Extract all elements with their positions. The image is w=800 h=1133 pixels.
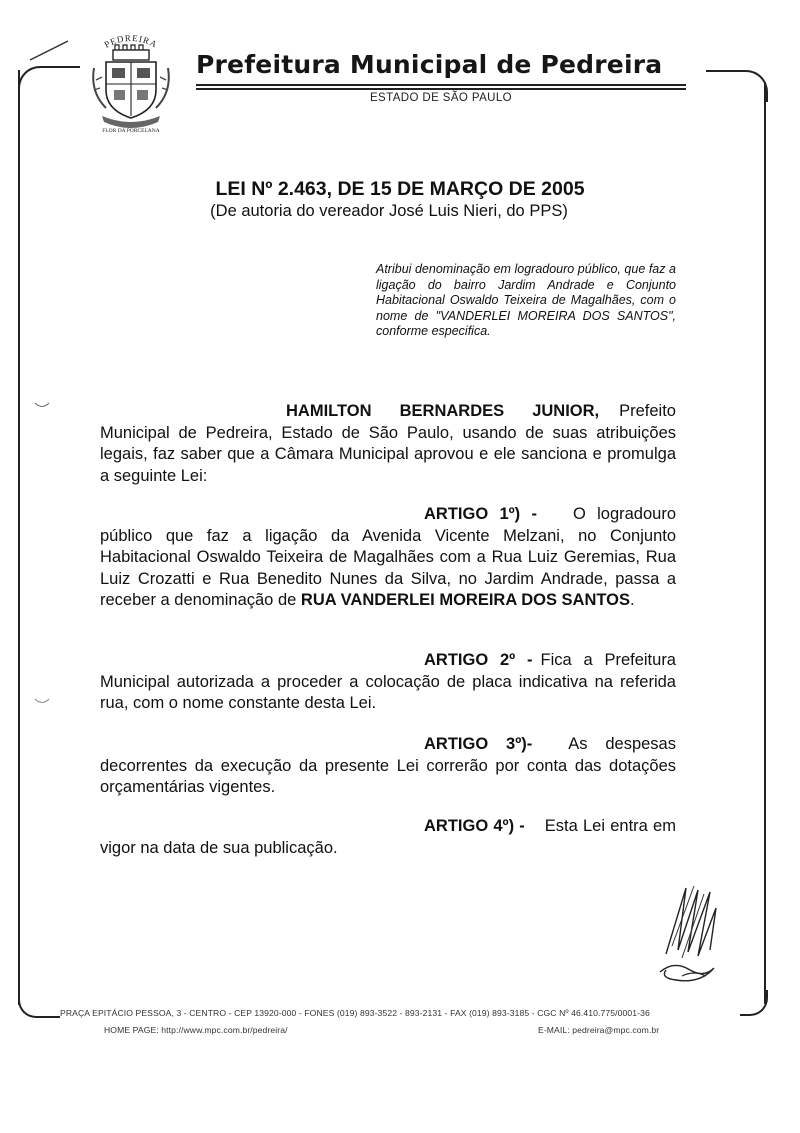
footer-email: E-MAIL: pedreira@mpc.com.br xyxy=(538,1025,660,1035)
svg-text:FLOR DA PORCELANA: FLOR DA PORCELANA xyxy=(102,128,160,134)
frame-corner-bottom-left xyxy=(18,990,60,1018)
intro-text: Prefeito Municipal de Pedreira, Estado de São Paulo, usando de suas atribuições legais, faz saber que a Câmara Municipal aprovou e ele sanciona e promulga a seguinte Lei: xyxy=(100,402,676,485)
article-1-label: ARTIGO 1º) - xyxy=(424,505,537,523)
signature xyxy=(652,880,724,990)
pen-stroke-mark xyxy=(28,38,72,62)
svg-text:PEDREIRA: PEDREIRA xyxy=(102,32,160,50)
law-ementa: Atribui denominação em logradouro público, que faz a ligação do bairro Jardim Andrade e Conjunto Habitacional Oswaldo Teixeira de Magalhães, com o nome de "VANDERLEI MOREIRA DOS SANTOS", conforme especifica. xyxy=(376,262,676,338)
frame-corner-top-left xyxy=(18,66,80,98)
law-author: (De autoria do vereador José Luis Nieri, do PPS) xyxy=(210,202,568,220)
article-1 xyxy=(100,504,676,612)
article-2-label: ARTIGO 2º - xyxy=(424,651,533,669)
state-name: ESTADO DE SÃO PAULO xyxy=(369,92,512,104)
article-3-label: ARTIGO 3º)- xyxy=(424,735,533,753)
footer-homepage: HOME PAGE: http://www.mpc.com.br/pedreira/ xyxy=(104,1025,288,1035)
mayor-name: HAMILTON BERNARDES JUNIOR, xyxy=(286,402,600,420)
title-underline xyxy=(196,84,686,86)
org-title: Prefeitura Municipal de Pedreira xyxy=(196,50,663,79)
law-title: LEI Nº 2.463, DE 15 DE MARÇO DE 2005 xyxy=(215,178,585,200)
article-4 xyxy=(100,816,676,859)
article-1-street-name: RUA VANDERLEI MOREIRA DOS SANTOS xyxy=(300,591,631,609)
frame-corner-top-right xyxy=(706,70,768,102)
intro-paragraph xyxy=(100,401,676,487)
article-4-label: ARTIGO 4º) - xyxy=(424,817,525,835)
article-4-text: Esta Lei entra em vigor na data de sua publicação. xyxy=(100,817,676,857)
footer-address: PRAÇA EPITÁCIO PESSOA, 3 - CENTRO - CEP 13920-000 - FONES (019) 893-3522 - 893-2131 - FAX (019) 893-3185 - CGC Nº 46.410.775/0001-36 xyxy=(60,1008,650,1018)
article-2 xyxy=(100,650,676,715)
article-3-text: As despesas decorrentes da execução da presente Lei correrão por conta das dotações orçamentárias vigentes. xyxy=(100,735,676,796)
binder-hole-mark-bottom xyxy=(34,696,50,706)
article-3 xyxy=(100,734,676,799)
title-underline-second xyxy=(196,88,686,90)
coat-of-arms-icon xyxy=(88,28,174,140)
article-1-ending: . xyxy=(630,591,635,609)
binder-hole-mark-top xyxy=(34,400,50,410)
frame-corner-bottom-right xyxy=(740,990,768,1016)
article-2-text: Fica a Prefeitura Municipal autorizada a proceder a colocação de placa indicativa na referida rua, com o nome constante desta Lei. xyxy=(100,651,676,712)
article-1-text: O logradouro público que faz a ligação da Avenida Vicente Melzani, no Conjunto Habitacional Oswaldo Teixeira de Magalhães com a Rua Luiz Geremias, Rua Luiz Crozatti e Rua Benedito Nunes da Silva, no Jardim Andrade, passa a receber a denominação de xyxy=(100,505,676,609)
